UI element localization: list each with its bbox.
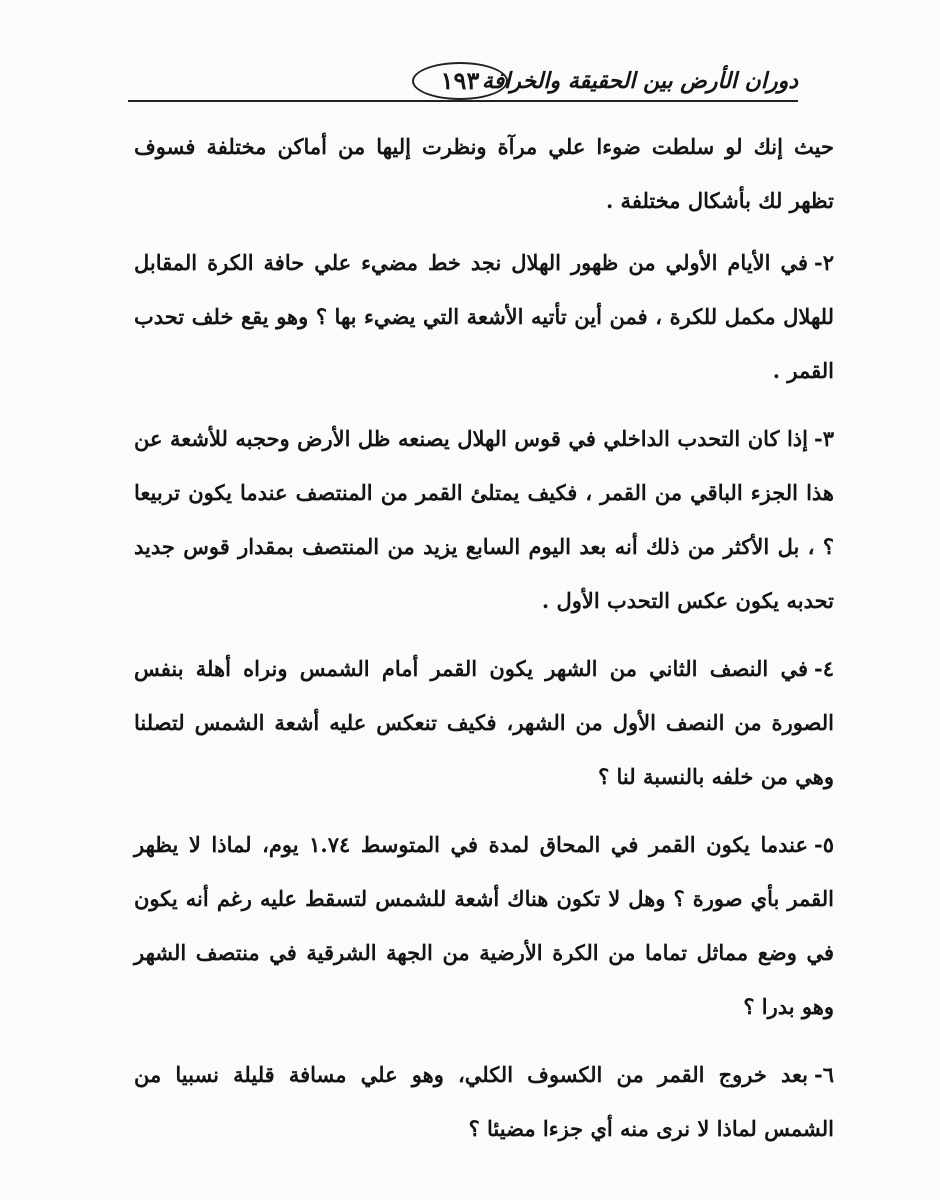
question-2 [134, 236, 834, 398]
question-number: ٤- [814, 656, 834, 681]
page-number: ١٩٣ [412, 62, 508, 100]
body-text [134, 120, 834, 1170]
question-4 [134, 642, 834, 804]
question-text: عندما يكون القمر في المحاق لمدة في المتوسط ١.٧٤ يوم، لماذا لا يظهر القمر بأي صورة ؟ وهل لا تكون هناك أشعة للشمس لتسقط عليه رغم أنه يكون في وضع مماثل تماما من الكرة الأرضية من الجهة الشرقية في منتصف الشهر وهو بدرا ؟ [134, 832, 834, 1019]
question-5 [134, 818, 834, 1034]
question-text: بعد خروج القمر من الكسوف الكلي، وهو علي مسافة قليلة نسبيا من الشمس لماذا لا نرى منه أي جزءا مضيئا ؟ [134, 1062, 834, 1141]
question-number: ٥- [814, 832, 834, 857]
question-6 [134, 1048, 834, 1156]
running-title: دوران الأرض بين الحقيقة والخرافة [481, 68, 798, 94]
question-text: في النصف الثاني من الشهر يكون القمر أمام الشمس ونراه أهلة بنفس الصورة من النصف الأول من الشهر، فكيف تنعكس عليه أشعة الشمس لتصلنا وهي من خلفه بالنسبة لنا ؟ [134, 656, 834, 789]
question-number: ٢- [814, 250, 834, 275]
question-text: في الأيام الأولي من ظهور الهلال نجد خط مضيء علي حافة الكرة المقابل للهلال مكمل للكرة ، فمن أين تأتيه الأشعة التي يضيء بها ؟ وهو يقع خلف تحدب القمر . [134, 250, 834, 383]
running-header [128, 62, 798, 106]
question-3 [134, 412, 834, 628]
question-text: إذا كان التحدب الداخلي في قوس الهلال يصنعه ظل الأرض وحجبه للأشعة عن هذا الجزء الباقي من القمر ، فكيف يمتلئ القمر من المنتصف عندما يكون تربيعا ؟ ، بل الأكثر من ذلك أنه بعد اليوم السابع يزيد من المنتصف بمقدار قوس جديد تحدبه يكون عكس التحدب الأول . [134, 426, 834, 613]
header-rule [128, 100, 798, 102]
question-number: ٦- [814, 1062, 834, 1087]
question-number: ٣- [814, 426, 834, 451]
intro-paragraph: حيث إنك لو سلطت ضوءا علي مرآة ونظرت إليها من أماكن مختلفة فسوف تظهر لك بأشكال مختلفة . [134, 134, 834, 213]
